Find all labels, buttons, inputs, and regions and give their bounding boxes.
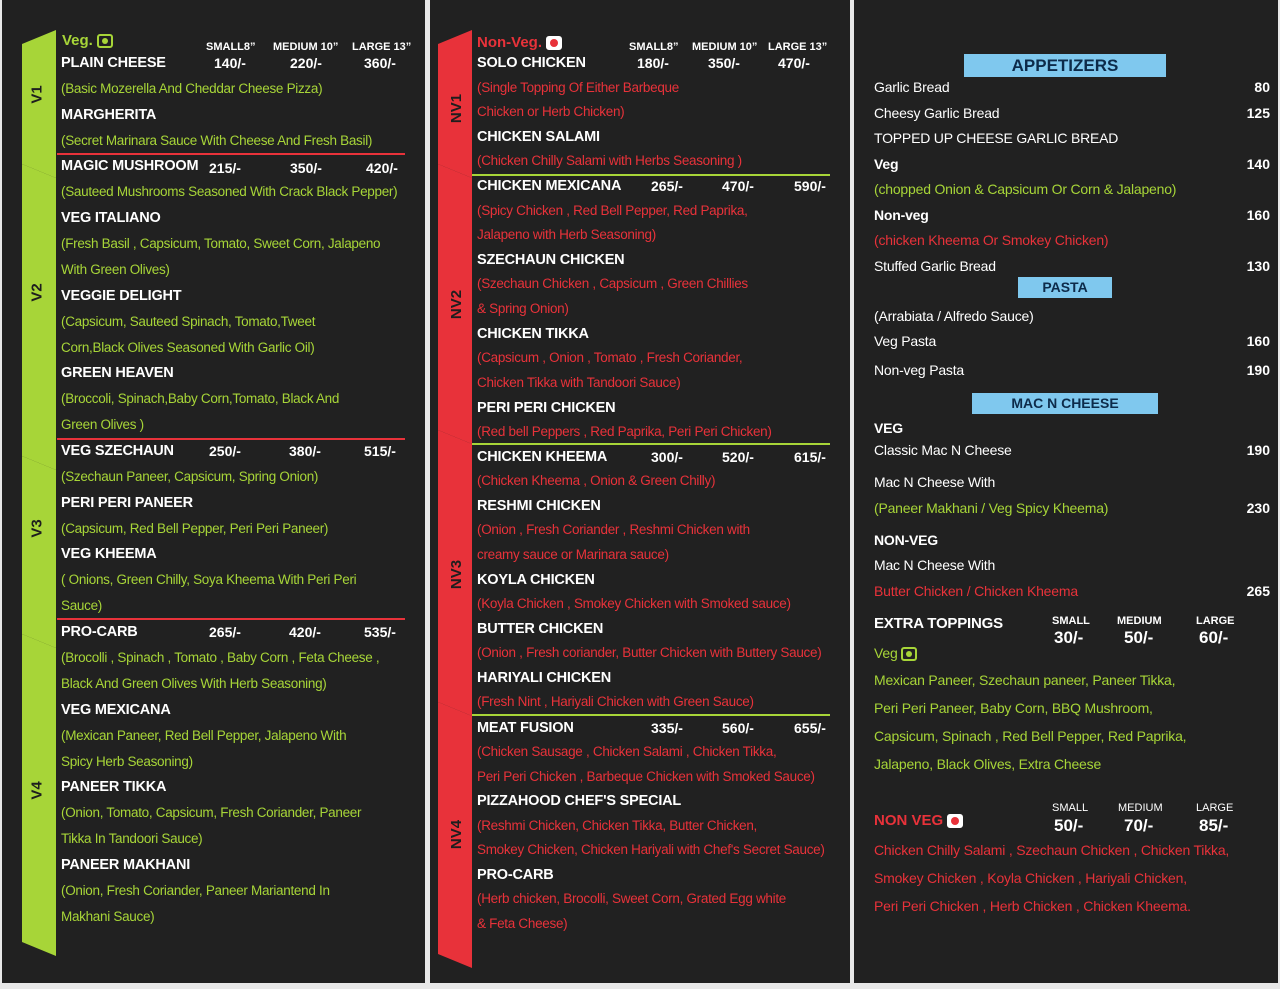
item-name: CHICKEN MEXICANA bbox=[477, 178, 622, 194]
item-desc: Smokey Chicken, Chicken Hariyali with Chef's Secret Sauce) bbox=[477, 842, 825, 857]
item-desc: creamy sauce or Marinara sauce) bbox=[477, 547, 669, 562]
appetizer-name: Veg bbox=[874, 156, 899, 172]
pasta-price: 190 bbox=[1246, 362, 1270, 378]
item-desc: (Fresh Basil , Capsicum, Tomato, Sweet Corn, Jalapeno bbox=[61, 236, 381, 251]
size-medium-label: MEDIUM 10” bbox=[692, 41, 758, 53]
price-large: 420/- bbox=[366, 160, 398, 176]
mac-name: Mac N Cheese With bbox=[874, 557, 996, 573]
item-desc: (Chicken Kheema , Onion & Green Chilly) bbox=[477, 473, 716, 488]
appetizer-price: 125 bbox=[1246, 105, 1270, 121]
topping-nonveg-label: NON VEG bbox=[874, 812, 963, 829]
nonveg-divider bbox=[472, 174, 830, 176]
nonveg-symbol-icon bbox=[546, 36, 562, 50]
item-desc: & Feta Cheese) bbox=[477, 916, 568, 931]
size-medium-label: MEDIUM 10” bbox=[273, 41, 339, 53]
appetizer-note: (chopped Onion & Capsicum Or Corn & Jalapeno) bbox=[874, 181, 1177, 197]
price-medium: 560/- bbox=[722, 720, 754, 736]
nonveg-symbol-icon bbox=[947, 814, 963, 828]
item-desc: Green Olives ) bbox=[61, 417, 144, 432]
topping-line: Smokey Chicken , Koyla Chicken , Hariyali Chicken, bbox=[874, 870, 1187, 886]
appetizer-price: 140 bbox=[1246, 156, 1270, 172]
topping-line: Peri Peri Chicken , Herb Chicken , Chicken Kheema. bbox=[874, 898, 1191, 914]
item-desc: (Brocolli , Spinach , Tomato , Baby Corn , Feta Cheese , bbox=[61, 650, 380, 665]
topping-line: Mexican Paneer, Szechaun paneer, Paneer Tikka, bbox=[874, 672, 1176, 688]
item-name: VEG SZECHAUN bbox=[61, 443, 174, 459]
toppings-heading: EXTRA TOPPINGS bbox=[874, 615, 1003, 632]
item-desc: (Onion , Fresh Coriander , Reshmi Chicken with bbox=[477, 522, 750, 537]
item-name: CHICKEN TIKKA bbox=[477, 326, 589, 342]
item-desc: (Secret Marinara Sauce With Cheese And Fresh Basil) bbox=[61, 133, 373, 148]
item-desc: (Onion, Fresh Coriander, Paneer Mariantend In bbox=[61, 883, 330, 898]
item-name: CHICKEN SALAMI bbox=[477, 129, 600, 145]
topping-size-large: LARGE bbox=[1196, 615, 1235, 627]
item-name: HARIYALI CHICKEN bbox=[477, 670, 612, 686]
item-name: VEGGIE DELIGHT bbox=[61, 288, 182, 304]
topping-price-medium: 50/- bbox=[1124, 628, 1154, 647]
nonveg-title: Non-Veg. bbox=[477, 34, 562, 51]
veg-title: Veg. bbox=[62, 32, 113, 49]
size-small-label: SMALL8” bbox=[206, 41, 256, 53]
mac-name: Mac N Cheese With bbox=[874, 474, 996, 490]
appetizer-price: 160 bbox=[1246, 207, 1270, 223]
item-desc: ( Onions, Green Chilly, Soya Kheema With Peri Peri bbox=[61, 572, 357, 587]
mac-price: 190 bbox=[1246, 442, 1270, 458]
size-large-label: LARGE 13” bbox=[352, 41, 412, 53]
tab-nv2: NV2 bbox=[448, 289, 466, 320]
topping-nv-size-medium: MEDIUM bbox=[1118, 802, 1163, 814]
veg-divider bbox=[57, 438, 405, 440]
mac-nonveg-label: NON-VEG bbox=[874, 532, 938, 548]
appetizer-price: 80 bbox=[1254, 79, 1270, 95]
topping-line: Capsicum, Spinach , Red Bell Pepper, Red Paprika, bbox=[874, 728, 1187, 744]
tab-v1: V1 bbox=[28, 85, 46, 104]
item-name: SOLO CHICKEN bbox=[477, 55, 586, 71]
tab-v4: V4 bbox=[28, 781, 46, 800]
item-desc: Chicken Tikka with Tandoori Sauce) bbox=[477, 375, 681, 390]
item-name: CHICKEN KHEEMA bbox=[477, 449, 608, 465]
topping-nv-price-small: 50/- bbox=[1054, 816, 1084, 835]
price-large: 470/- bbox=[778, 55, 810, 71]
item-desc: Spicy Herb Seasoning) bbox=[61, 754, 193, 769]
price-small: 140/- bbox=[214, 55, 246, 71]
veg-symbol-icon bbox=[97, 34, 113, 48]
topping-nv-price-large: 85/- bbox=[1199, 816, 1229, 835]
item-desc: (Onion, Tomato, Capsicum, Fresh Coriander, Paneer bbox=[61, 805, 362, 820]
appetizer-name: TOPPED UP CHEESE GARLIC BREAD bbox=[874, 130, 1119, 146]
item-desc: (Single Topping Of Either Barbeque bbox=[477, 80, 679, 95]
item-desc: Peri Peri Chicken , Barbeque Chicken with Smoked Sauce) bbox=[477, 769, 815, 784]
appetizer-note: (chicken Kheema Or Smokey Chicken) bbox=[874, 232, 1109, 248]
topping-price-large: 60/- bbox=[1199, 628, 1229, 647]
item-name: PERI PERI CHICKEN bbox=[477, 400, 616, 416]
veg-panel bbox=[2, 0, 425, 983]
item-name: VEG ITALIANO bbox=[61, 210, 161, 226]
appetizer-name: Cheesy Garlic Bread bbox=[874, 105, 1000, 121]
nonveg-divider bbox=[472, 714, 830, 716]
topping-line: Peri Peri Paneer, Baby Corn, BBQ Mushroom, bbox=[874, 700, 1153, 716]
item-name: PANEER MAKHANI bbox=[61, 857, 191, 873]
veg-divider bbox=[57, 153, 405, 155]
item-desc: (Capsicum, Sauteed Spinach, Tomato,Tweet bbox=[61, 314, 316, 329]
topping-price-small: 30/- bbox=[1054, 628, 1084, 647]
mac-name: Classic Mac N Cheese bbox=[874, 442, 1012, 458]
pasta-price: 160 bbox=[1246, 333, 1270, 349]
mac-price: 230 bbox=[1246, 500, 1270, 516]
veg-tabs bbox=[22, 30, 58, 960]
price-small: 250/- bbox=[209, 443, 241, 459]
item-name: PIZZAHOOD CHEF'S SPECIAL bbox=[477, 793, 682, 809]
item-desc: (Szechaun Paneer, Capsicum, Spring Onion) bbox=[61, 469, 319, 484]
item-desc: (Capsicum, Red Bell Pepper, Peri Peri Paneer) bbox=[61, 521, 329, 536]
price-large: 515/- bbox=[364, 443, 396, 459]
sides-panel bbox=[854, 0, 1278, 983]
pasta-name: Veg Pasta bbox=[874, 333, 937, 349]
item-desc: (Capsicum , Onion , Tomato , Fresh Coriander, bbox=[477, 350, 743, 365]
topping-nv-size-large: LARGE bbox=[1196, 802, 1234, 814]
item-name: KOYLA CHICKEN bbox=[477, 572, 595, 588]
item-desc: (Red bell Peppers , Red Paprika, Peri Peri Chicken) bbox=[477, 424, 772, 439]
topping-veg-label: Veg bbox=[874, 645, 917, 661]
mac-veg-label: VEG bbox=[874, 420, 903, 436]
item-desc: (Onion , Fresh coriander, Butter Chicken with Buttery Sauce) bbox=[477, 645, 822, 660]
price-large: 590/- bbox=[794, 178, 826, 194]
appetizer-price: 130 bbox=[1246, 258, 1270, 274]
topping-nv-size-small: SMALL bbox=[1052, 802, 1089, 814]
appetizer-name: Garlic Bread bbox=[874, 79, 950, 95]
mac-note: (Paneer Makhani / Veg Spicy Kheema) bbox=[874, 500, 1109, 516]
item-desc: (Basic Mozerella And Cheddar Cheese Pizza) bbox=[61, 81, 323, 96]
item-name: BUTTER CHICKEN bbox=[477, 621, 604, 637]
mac-note: Butter Chicken / Chicken Kheema bbox=[874, 583, 1078, 599]
price-medium: 350/- bbox=[290, 160, 322, 176]
appetizer-name: Stuffed Garlic Bread bbox=[874, 258, 996, 274]
item-desc: (Koyla Chicken , Smokey Chicken with Smoked sauce) bbox=[477, 596, 791, 611]
item-desc: (Chicken Chilly Salami with Herbs Seasoning ) bbox=[477, 153, 742, 168]
item-name: PRO-CARB bbox=[477, 867, 554, 883]
item-name: MARGHERITA bbox=[61, 107, 157, 123]
item-desc: Tikka In Tandoori Sauce) bbox=[61, 831, 203, 846]
item-desc: (Szechaun Chicken , Capsicum , Green Chillies bbox=[477, 276, 748, 291]
item-desc: With Green Olives) bbox=[61, 262, 170, 277]
nonveg-divider bbox=[472, 443, 830, 445]
item-name: PANEER TIKKA bbox=[61, 779, 167, 795]
item-name: VEG MEXICANA bbox=[61, 702, 171, 718]
item-desc: Corn,Black Olives Seasoned With Garlic Oil) bbox=[61, 340, 315, 355]
item-name: MEAT FUSION bbox=[477, 720, 574, 736]
topping-line: Chicken Chilly Salami , Szechaun Chicken , Chicken Tikka, bbox=[874, 842, 1230, 858]
item-name: VEG KHEEMA bbox=[61, 546, 157, 562]
price-medium: 420/- bbox=[289, 624, 321, 640]
item-desc: (Sauteed Mushrooms Seasoned With Crack Black Pepper) bbox=[61, 184, 398, 199]
price-large: 535/- bbox=[364, 624, 396, 640]
size-large-label: LARGE 13” bbox=[768, 41, 828, 53]
price-medium: 520/- bbox=[722, 449, 754, 465]
item-desc: (Spicy Chicken , Red Bell Pepper, Red Paprika, bbox=[477, 203, 748, 218]
mac-heading: MAC N CHEESE bbox=[972, 393, 1158, 414]
item-name: GREEN HEAVEN bbox=[61, 365, 174, 381]
topping-nv-price-medium: 70/- bbox=[1124, 816, 1154, 835]
price-small: 335/- bbox=[651, 720, 683, 736]
price-large: 360/- bbox=[364, 55, 396, 71]
size-small-label: SMALL8” bbox=[629, 41, 679, 53]
pasta-sauce: (Arrabiata / Alfredo Sauce) bbox=[874, 308, 1034, 324]
item-desc: (Fresh Nint , Hariyali Chicken with Green Sauce) bbox=[477, 694, 754, 709]
price-large: 655/- bbox=[794, 720, 826, 736]
price-large: 615/- bbox=[794, 449, 826, 465]
item-name: MAGIC MUSHROOM bbox=[61, 158, 199, 174]
pasta-heading: PASTA bbox=[1018, 277, 1112, 298]
item-name: PRO-CARB bbox=[61, 624, 138, 640]
tab-v2: V2 bbox=[28, 283, 46, 302]
item-desc: Jalapeno with Herb Seasoning) bbox=[477, 227, 656, 242]
price-small: 300/- bbox=[651, 449, 683, 465]
tab-v3: V3 bbox=[28, 519, 46, 538]
appetizer-name: Non-veg bbox=[874, 207, 929, 223]
item-desc: (Chicken Sausage , Chicken Salami , Chicken Tikka, bbox=[477, 744, 777, 759]
item-desc: (Mexican Paneer, Red Bell Pepper, Jalapeno With bbox=[61, 728, 347, 743]
price-small: 180/- bbox=[637, 55, 669, 71]
tab-nv1: NV1 bbox=[448, 93, 466, 124]
topping-size-medium: MEDIUM bbox=[1117, 615, 1162, 627]
price-small: 265/- bbox=[209, 624, 241, 640]
tab-nv4: NV4 bbox=[448, 819, 466, 850]
mac-price: 265 bbox=[1246, 583, 1270, 599]
nonveg-panel bbox=[430, 0, 850, 983]
topping-size-small: SMALL bbox=[1052, 615, 1090, 627]
veg-divider bbox=[57, 618, 405, 620]
item-name: SZECHAUN CHICKEN bbox=[477, 252, 625, 268]
price-medium: 380/- bbox=[289, 443, 321, 459]
price-small: 265/- bbox=[651, 178, 683, 194]
item-name: PLAIN CHEESE bbox=[61, 55, 166, 71]
item-desc: & Spring Onion) bbox=[477, 301, 569, 316]
item-desc: Chicken or Herb Chicken) bbox=[477, 104, 625, 119]
tab-nv3: NV3 bbox=[448, 559, 466, 590]
item-desc: Makhani Sauce) bbox=[61, 909, 155, 924]
veg-symbol-icon bbox=[901, 647, 917, 661]
pasta-name: Non-veg Pasta bbox=[874, 362, 965, 378]
item-desc: (Herb chicken, Brocolli, Sweet Corn, Grated Egg white bbox=[477, 891, 786, 906]
item-name: RESHMI CHICKEN bbox=[477, 498, 601, 514]
item-name: PERI PERI PANEER bbox=[61, 495, 193, 511]
price-medium: 470/- bbox=[722, 178, 754, 194]
appetizers-heading: APPETIZERS bbox=[964, 54, 1166, 77]
item-desc: Sauce) bbox=[61, 598, 102, 613]
item-desc: Black And Green Olives With Herb Seasoning) bbox=[61, 676, 327, 691]
item-desc: (Reshmi Chicken, Chicken Tikka, Butter Chicken, bbox=[477, 818, 758, 833]
price-small: 215/- bbox=[209, 160, 241, 176]
topping-line: Jalapeno, Black Olives, Extra Cheese bbox=[874, 756, 1102, 772]
item-desc: (Broccoli, Spinach,Baby Corn,Tomato, Black And bbox=[61, 391, 340, 406]
price-medium: 220/- bbox=[290, 55, 322, 71]
price-medium: 350/- bbox=[708, 55, 740, 71]
